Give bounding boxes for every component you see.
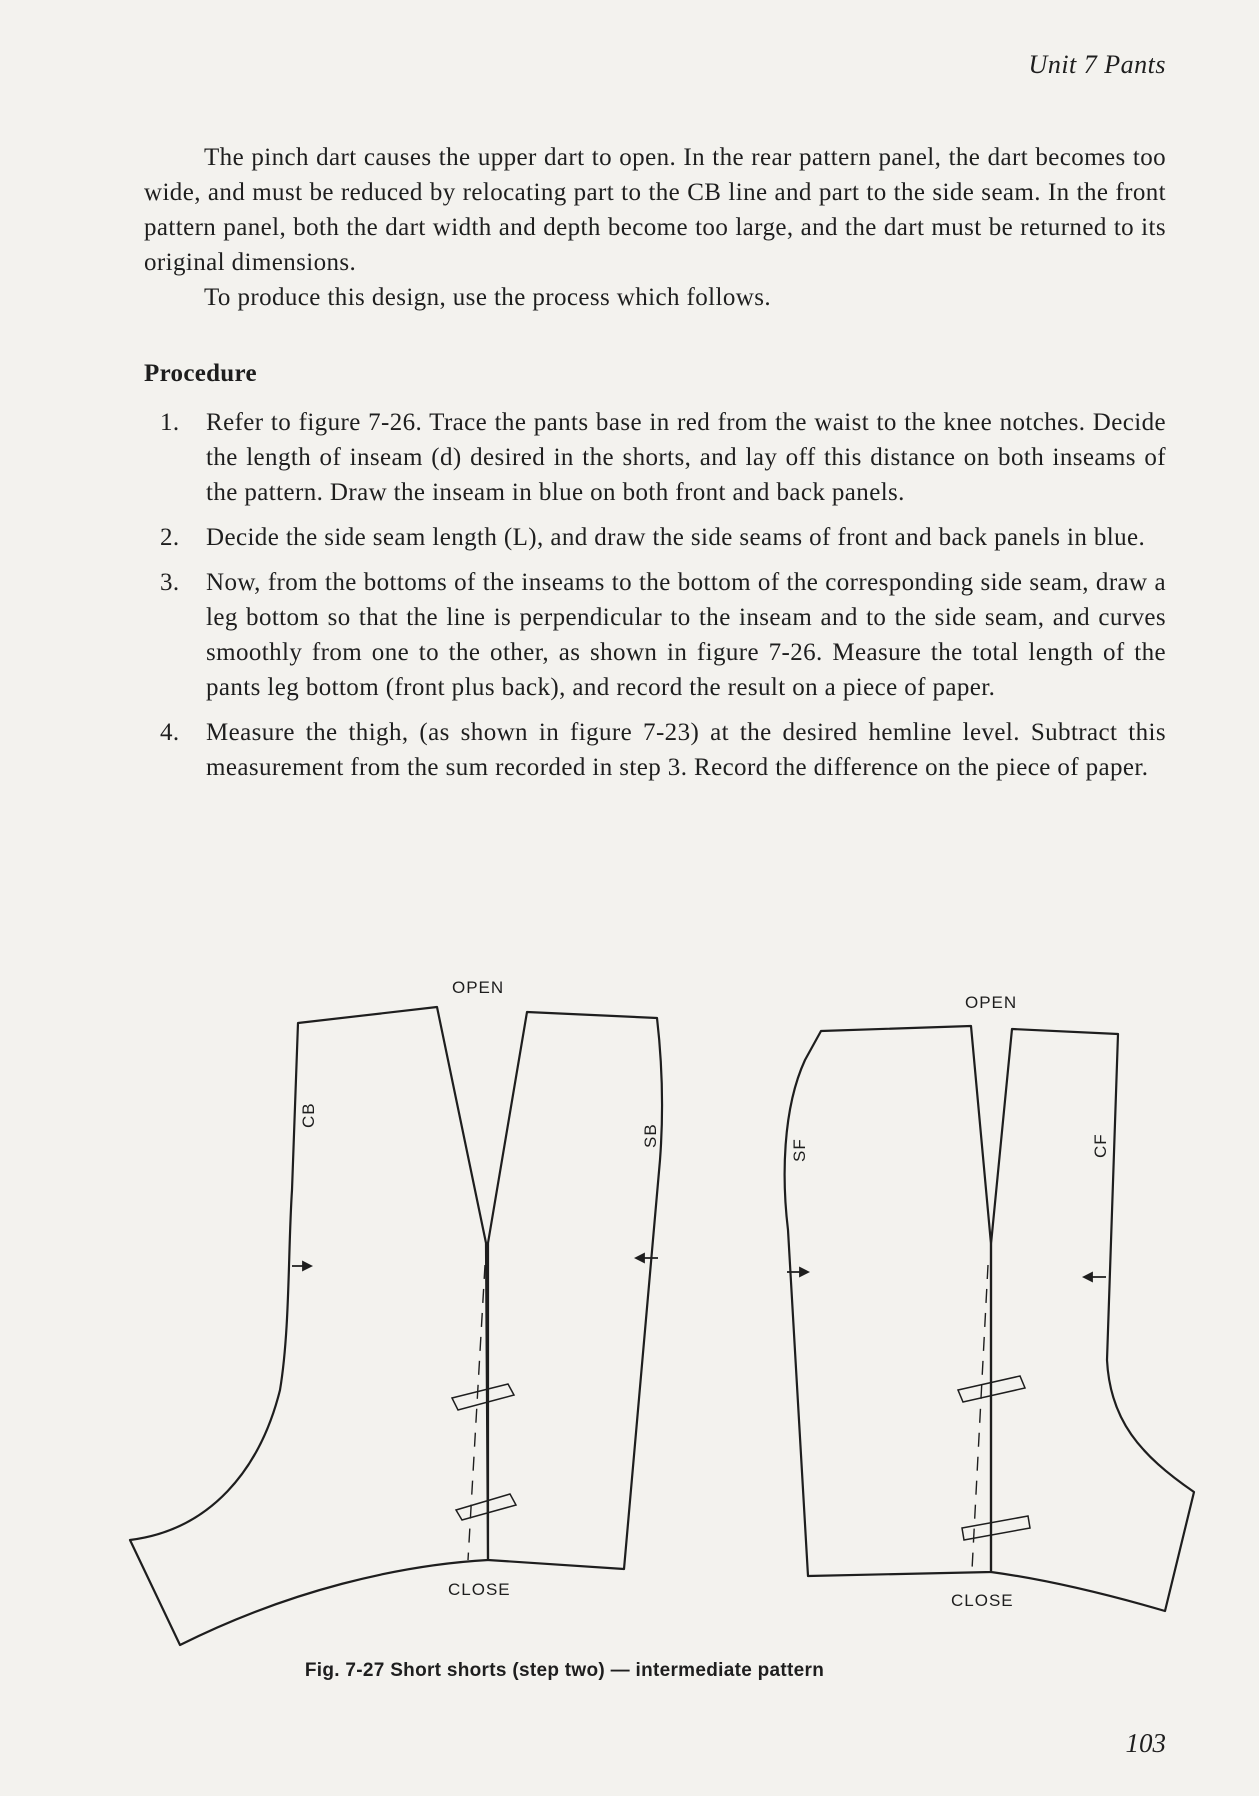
- tape-mark: [962, 1516, 1030, 1540]
- page-number: 103: [1125, 1728, 1166, 1758]
- back-close-label: CLOSE: [448, 1580, 511, 1599]
- back-open-label: OPEN: [452, 978, 505, 997]
- step-text: Now, from the bottoms of the inseams to the bottom of the corresponding side seam, draw a leg bottom so that the line is perpendicular to the inseam and to the side seam, and curves smoothly from one to the other, as shown in figure 7-26. Measure the total length of the pants leg bottom (front plus back), and record the result on a piece of paper.: [206, 569, 1166, 701]
- figure-caption: [0, 1660, 1259, 1682]
- front-open-label: OPEN: [965, 993, 1018, 1012]
- caption-text: Fig. 7-27 Short shorts (step two) — intermediate pattern: [304, 1660, 825, 1681]
- notch-mark: [1084, 1273, 1092, 1281]
- tape-mark: [456, 1494, 516, 1520]
- step-text: Refer to figure 7-26. Trace the pants base in red from the waist to the knee notches. Decide the length of inseam (d) desired in the shorts, and lay off this distance on both inseams of the pattern. Draw the inseam in blue on both front and back panels.: [206, 409, 1166, 506]
- step-text: Decide the side seam length (L), and draw the side seams of front and back panels in blue.: [206, 524, 1146, 551]
- cb-label: CB: [299, 1102, 318, 1128]
- body-text: [144, 140, 1166, 315]
- procedure-steps: [144, 405, 1166, 795]
- notch-mark: [800, 1268, 808, 1276]
- step-item: [144, 405, 1166, 510]
- paragraph: The pinch dart causes the upper dart to open. In the rear pattern panel, the dart becomes too wide, and must be reduced by relocating part to the CB line and part to the side seam. In the front pattern panel, both the dart width and depth become too large, and the dart must be returned to its original dimensions.: [144, 144, 1166, 276]
- procedure-heading: Procedure: [144, 360, 257, 387]
- step-item: [144, 565, 1166, 705]
- cf-label: CF: [1091, 1133, 1110, 1158]
- front-panel-left-piece: [785, 1026, 991, 1576]
- notch-mark: [636, 1254, 644, 1262]
- step-number: 2.: [160, 524, 180, 551]
- step-item: [144, 715, 1166, 785]
- sf-label: SF: [790, 1138, 809, 1162]
- step-item: [144, 520, 1166, 555]
- pattern-figure: [0, 960, 1259, 1610]
- running-head: Unit 7 Pants: [1028, 50, 1166, 79]
- step-text: Measure the thigh, (as shown in figure 7-23) at the desired hemline level. Subtract this measurement from the sum recorded in step 3. Record the difference on the piece of paper.: [206, 719, 1166, 781]
- sb-label: SB: [641, 1123, 660, 1148]
- front-panel-right-piece: [991, 1029, 1194, 1611]
- step-number: 4.: [160, 719, 180, 746]
- step-number: 3.: [160, 569, 180, 596]
- tape-mark: [452, 1384, 514, 1410]
- front-close-label: CLOSE: [951, 1591, 1014, 1610]
- back-panel-right-piece: [488, 1012, 662, 1569]
- notch-mark: [303, 1262, 311, 1270]
- paragraph: To produce this design, use the process which follows.: [204, 284, 771, 311]
- step-number: 1.: [160, 409, 180, 436]
